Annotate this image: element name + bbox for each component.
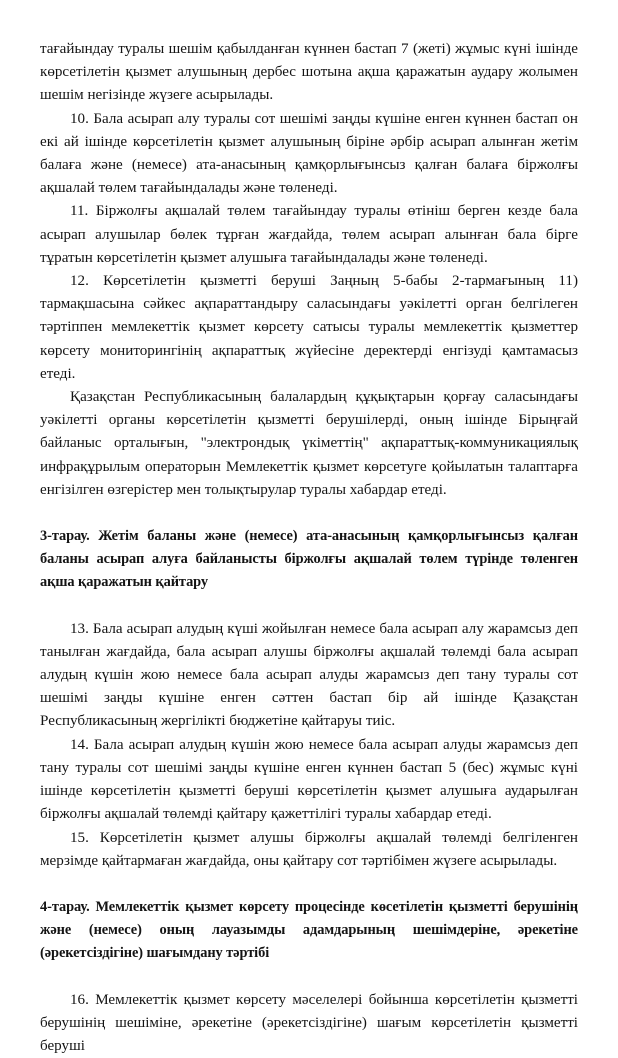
chapter-heading-3: 3-тарау. Жетім баланы және (немесе) ата-анасының қамқорлығынсыз қалған баланы асырап алуға байланысты біржолғы ақшалай төлем түрінде төленген ақша қаражатын қайтару (40, 528, 578, 591)
paragraph-15: 15. Көрсетілетін қызмет алушы біржолғы ақшалай төлемді белгіленген мерзімде қайтармаған жағдайда, оны қайтару сот тәртібімен жүзеге асырылады. (40, 829, 578, 869)
paragraph-12-continuation: Қазақстан Республикасының балалардың құқықтарын қорғау саласындағы уәкілетті органы көрсетілетін қызметті берушілерді, оның ішінде Бірыңғай байланыс орталығын, "электрондық үкіметтің" ақпараттық-коммуникациялық инфрақұрылым операторын Мемлекеттік қызмет көрсетуге қойылатын талаптарға енгізілген өзгерістер мен толықтырулар туралы хабардар етеді. (40, 389, 578, 498)
paragraph-13: 13. Бала асырап алудың күші жойылған немесе бала асырап алу жарамсыз деп танылған жағдайда, бала асырап алушы біржолғы ақшалай төлемді бала асырап алудың күшін жою немесе бала асырап алуды жарамсыз деп тану туралы сот шешімі заңды күшіне енген сәттен бастап бір ай ішінде Қазақстан Республикасының жергілікті бюджетіне қайтаруы тиіс. (40, 620, 578, 730)
chapter-heading-4: 4-тарау. Мемлекеттік қызмет көрсету процесінде көсетілетін қызметті берушінің және (немесе) оның лауазымды адамдарының шешімдеріне, әрекетіне (әрекетсіздігіне) шағымдану тәртібі (40, 898, 578, 962)
heading-spacer-below-chapter-3 (40, 595, 578, 618)
heading-spacer-above-chapter-3 (40, 502, 578, 525)
heading-spacer-below-chapter-4 (40, 966, 578, 989)
paragraph-10: 10. Бала асырап алу туралы сот шешімі заңды күшіне енген күннен бастап он екі ай ішінде көрсетілетін қызмет алушының біріне әрбір асырап алынған жетім балаға және (немесе) ата-анасының қамқорлығынсыз қалған балаға біржолғы ақшалай төлем тағайындалады және төленеді. (40, 110, 578, 197)
document-body (40, 38, 578, 1058)
heading-spacer-above-chapter-4 (40, 873, 578, 896)
paragraph-12: 12. Көрсетілетін қызметті беруші Заңның 5-бабы 2-тармағының 11) тармақшасына сәйкес ақпараттандыру саласындағы уәкілетті орган белгілеген тәртіппен мемлекеттік қызмет көрсету сатысы туралы мемлекеттік қызметтер көрсету мониторингінің ақпараттық жүйесіне деректерді енгізуді қамтамасыз етеді. (40, 273, 578, 382)
paragraph-continuation-9: тағайындау туралы шешім қабылданған күннен бастап 7 (жеті) жұмыс күні ішінде көрсетілетін қызмет алушының дербес шотына ақша қаражатын аудару жолымен шешім негізінде жүзеге асырылады. (40, 41, 578, 104)
paragraph-16: 16. Мемлекеттік қызмет көрсету мәселелері бойынша көрсетілетін қызметті берушінің шешіміне, әрекетіне (әрекетсіздігіне) шағым көрсетілетін қызметті беруші (40, 991, 578, 1054)
paragraph-11: 11. Біржолғы ақшалай төлем тағайындау туралы өтініш берген кезде бала асырап алушылар бөлек тұрған жағдайда, төлем асырап алынған бала бірге тұратын көрсетілетін қызмет алушыға тағайындалады және төленеді. (40, 203, 578, 266)
paragraph-14: 14. Бала асырап алудың күшін жою немесе бала асырап алуды жарамсыз деп тану туралы сот шешімі заңды күшіне енген күннен бастап 5 (бес) жұмыс күні ішінде көрсетілетін қызметті беруші көрсетілетін қызмет алушыға аударылған біржолғы ақшалай төлемді қайтару қажеттілігі туралы хабардар етеді. (40, 736, 578, 823)
